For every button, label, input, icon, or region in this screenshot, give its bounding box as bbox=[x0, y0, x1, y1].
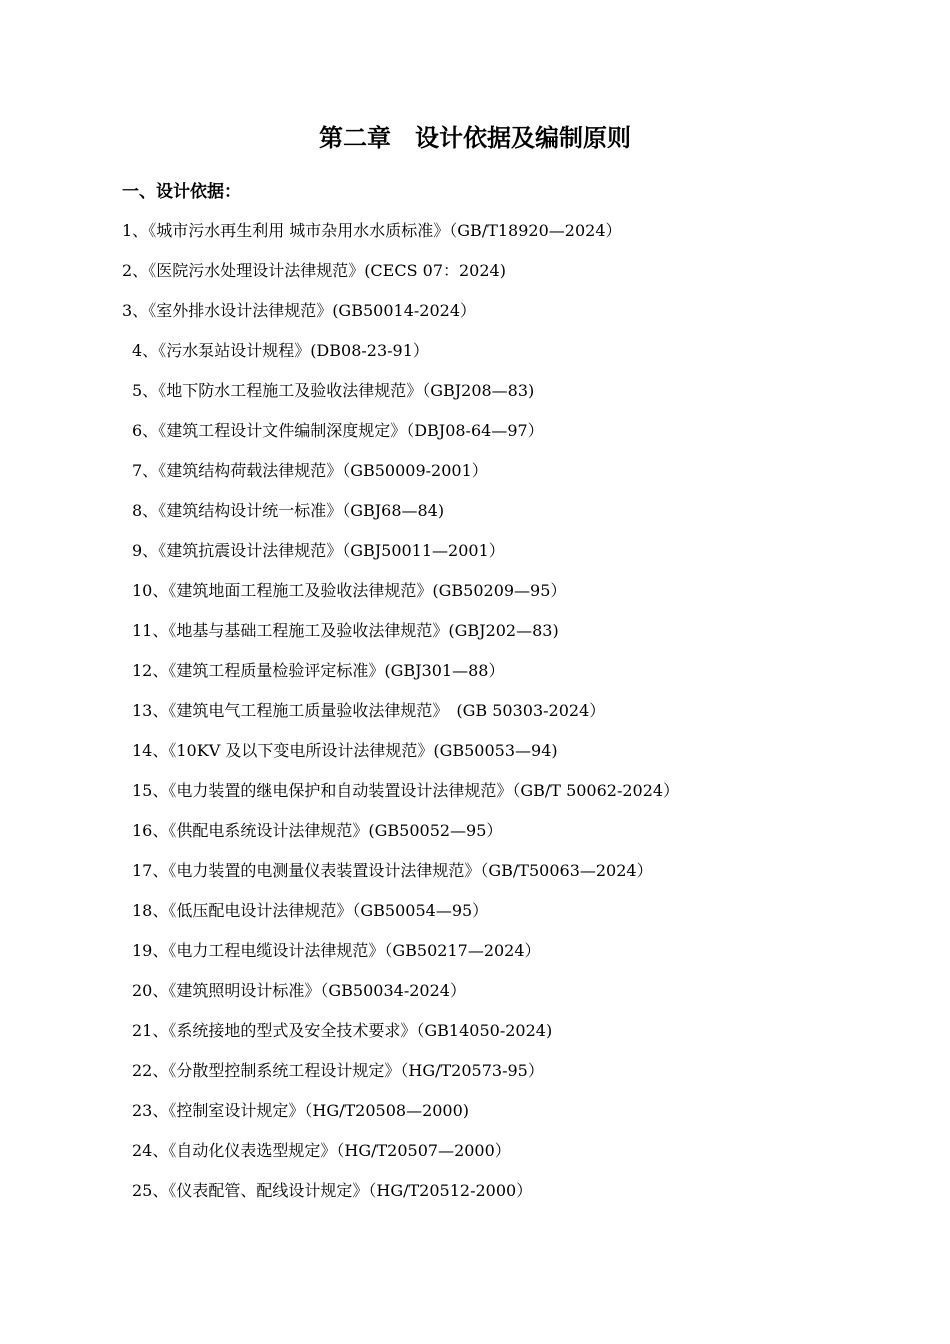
list-item-text: 《地下防水工程施工及验收法律规范》（GBJ208—83) bbox=[158, 381, 535, 400]
list-item-number: 7、 bbox=[132, 461, 159, 480]
list-item bbox=[0, 298, 950, 338]
list-item-text: 《建筑电气工程施工质量验收法律规范》 (GB 50303-2024） bbox=[168, 701, 606, 720]
list-item bbox=[0, 578, 950, 618]
list-item-text: 《医院污水处理设计法律规范》(CECS 07：2024) bbox=[148, 261, 506, 280]
list-item-number: 2、 bbox=[122, 261, 149, 280]
list-item-number: 15、 bbox=[132, 781, 169, 800]
list-item-text: 《污水泵站设计规程》(DB08-23-91） bbox=[158, 341, 429, 360]
list-item-text: 《建筑抗震设计法律规范》（GBJ50011—2001） bbox=[158, 541, 505, 560]
list-item bbox=[0, 698, 950, 738]
list-item-text: 《10KV 及以下变电所设计法律规范》(GB50053—94) bbox=[168, 741, 558, 760]
list-item bbox=[0, 898, 950, 938]
list-item-number: 8、 bbox=[132, 501, 159, 520]
list-item-number: 20、 bbox=[132, 981, 169, 1000]
list-item-text: 《建筑工程设计文件编制深度规定》（DBJ08-64—97） bbox=[158, 421, 544, 440]
list-item-number: 17、 bbox=[132, 861, 169, 880]
list-item bbox=[0, 218, 950, 258]
list-item bbox=[0, 498, 950, 538]
list-item-text: 《室外排水设计法律规范》(GB50014-2024） bbox=[148, 301, 476, 320]
list-item bbox=[0, 258, 950, 298]
list-item bbox=[0, 858, 950, 898]
list-item bbox=[0, 978, 950, 1018]
reference-list bbox=[0, 218, 950, 1218]
section-heading: 一、设计依据： bbox=[122, 182, 241, 202]
list-item-text: 《建筑结构设计统一标准》（GBJ68—84) bbox=[158, 501, 445, 520]
list-item bbox=[0, 738, 950, 778]
list-item-number: 16、 bbox=[132, 821, 169, 840]
list-item-text: 《建筑结构荷载法律规范》（GB50009-2001） bbox=[158, 461, 488, 480]
list-item-number: 1、 bbox=[122, 221, 149, 240]
list-item-text: 《系统接地的型式及安全技术要求》（GB14050-2024) bbox=[168, 1021, 553, 1040]
list-item bbox=[0, 658, 950, 698]
list-item-text: 《建筑地面工程施工及验收法律规范》(GB50209—95） bbox=[168, 581, 567, 600]
list-item bbox=[0, 1178, 950, 1218]
list-item-number: 21、 bbox=[132, 1021, 169, 1040]
list-item-text: 《自动化仪表选型规定》（HG/T20507—2000） bbox=[168, 1141, 511, 1160]
list-item-text: 《分散型控制系统工程设计规定》（HG/T20573-95） bbox=[168, 1061, 544, 1080]
list-item bbox=[0, 538, 950, 578]
list-item-text: 《仪表配管、配线设计规定》（HG/T20512-2000） bbox=[168, 1181, 533, 1200]
list-item-number: 25、 bbox=[132, 1181, 169, 1200]
list-item bbox=[0, 938, 950, 978]
list-item-text: 《地基与基础工程施工及验收法律规范》(GBJ202—83) bbox=[168, 621, 559, 640]
list-item-number: 19、 bbox=[132, 941, 169, 960]
list-item-number: 22、 bbox=[132, 1061, 169, 1080]
list-item-number: 11、 bbox=[132, 621, 169, 640]
list-item bbox=[0, 1098, 950, 1138]
list-item bbox=[0, 1058, 950, 1098]
list-item-number: 23、 bbox=[132, 1101, 169, 1120]
list-item bbox=[0, 338, 950, 378]
list-item-text: 《控制室设计规定》（HG/T20508—2000) bbox=[168, 1101, 470, 1120]
list-item-number: 9、 bbox=[132, 541, 159, 560]
list-item bbox=[0, 458, 950, 498]
list-item-number: 13、 bbox=[132, 701, 169, 720]
list-item-number: 10、 bbox=[132, 581, 169, 600]
list-item-number: 24、 bbox=[132, 1141, 169, 1160]
list-item-text: 《低压配电设计法律规范》（GB50054—95） bbox=[168, 901, 489, 920]
list-item-number: 4、 bbox=[132, 341, 159, 360]
list-item bbox=[0, 418, 950, 458]
chapter-title: 第二章 设计依据及编制原则 bbox=[319, 124, 631, 152]
list-item-number: 12、 bbox=[132, 661, 169, 680]
list-item-text: 《供配电系统设计法律规范》(GB50052—95） bbox=[168, 821, 503, 840]
list-item-text: 《电力装置的电测量仪表装置设计法律规范》（GB/T50063—2024） bbox=[168, 861, 653, 880]
list-item-text: 《建筑工程质量检验评定标准》(GBJ301—88） bbox=[168, 661, 505, 680]
list-item-text: 《电力装置的继电保护和自动装置设计法律规范》（GB/T 50062-2024） bbox=[168, 781, 680, 800]
list-item-text: 《建筑照明设计标准》（GB50034-2024） bbox=[168, 981, 466, 1000]
list-item bbox=[0, 378, 950, 418]
list-item bbox=[0, 618, 950, 658]
list-item-text: 《城市污水再生利用 城市杂用水水质标准》（GB/T18920—2024） bbox=[148, 221, 622, 240]
list-item bbox=[0, 778, 950, 818]
list-item-number: 3、 bbox=[122, 301, 149, 320]
list-item-number: 6、 bbox=[132, 421, 159, 440]
list-item-text: 《电力工程电缆设计法律规范》（GB50217—2024） bbox=[168, 941, 541, 960]
list-item bbox=[0, 1138, 950, 1178]
list-item bbox=[0, 1018, 950, 1058]
list-item-number: 18、 bbox=[132, 901, 169, 920]
list-item-number: 14、 bbox=[132, 741, 169, 760]
list-item bbox=[0, 818, 950, 858]
list-item-number: 5、 bbox=[132, 381, 159, 400]
